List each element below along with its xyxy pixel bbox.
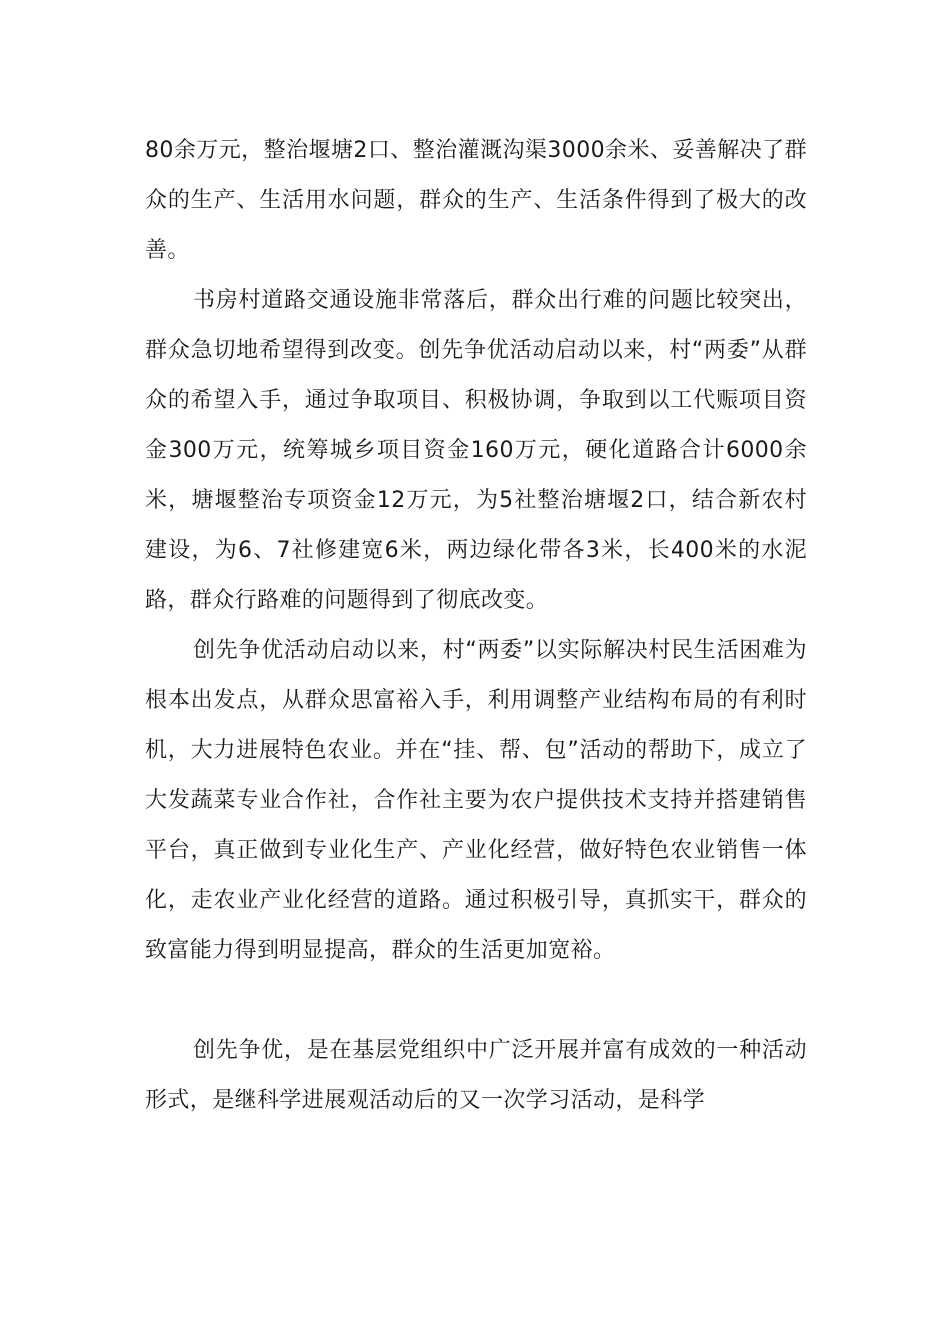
- paragraph-continued: 80余万元，整治堰塘2口、整治灌溉沟渠3000余米、妥善解决了群众的生产、生活用水问题，群众的生产、生活条件得到了极大的改善。: [145, 138, 807, 263]
- paragraph-specialty-agriculture: 创先争优活动启动以来，村“两委”以实际解决村民生活困难为根本出发点，从群众思富裕入手，利用调整产业结构布局的有利时机，大力进展特色农业。并在“挂、帮、包”活动的帮助下，成立了大发蔬菜专业合作社，合作社主要为农户提供技术支持并搭建销售平台，真正做到专业化生产、产业化经营，做好特色农业销售一体化，走农业产业化经营的道路。通过积极引导，真抓实干，群众的致富能力得到明显提高，群众的生活更加宽裕。: [145, 638, 807, 963]
- paragraph-road-construction: 书房村道路交通设施非常落后，群众出行难的问题比较突出，群众急切地希望得到改变。创先争优活动启动以来，村“两委”从群众的希望入手，通过争取项目、积极协调，争取到以工代赈项目资金300万元，统筹城乡项目资金160万元，硬化道路合计6000余米，塘堰整治专项资金12万元，为5社整治塘堰2口，结合新农村建设，为6、7社修建宽6米，两边绿化带各3米，长400米的水泥路，群众行路难的问题得到了彻底改变。: [145, 288, 807, 613]
- paragraph-spacer: [145, 976, 807, 1026]
- document-body: [145, 126, 807, 1126]
- paragraph-excellence-campaign: 创先争优，是在基层党组织中广泛开展并富有成效的一种活动形式，是继科学进展观活动后的又一次学习活动，是科学: [145, 1038, 807, 1113]
